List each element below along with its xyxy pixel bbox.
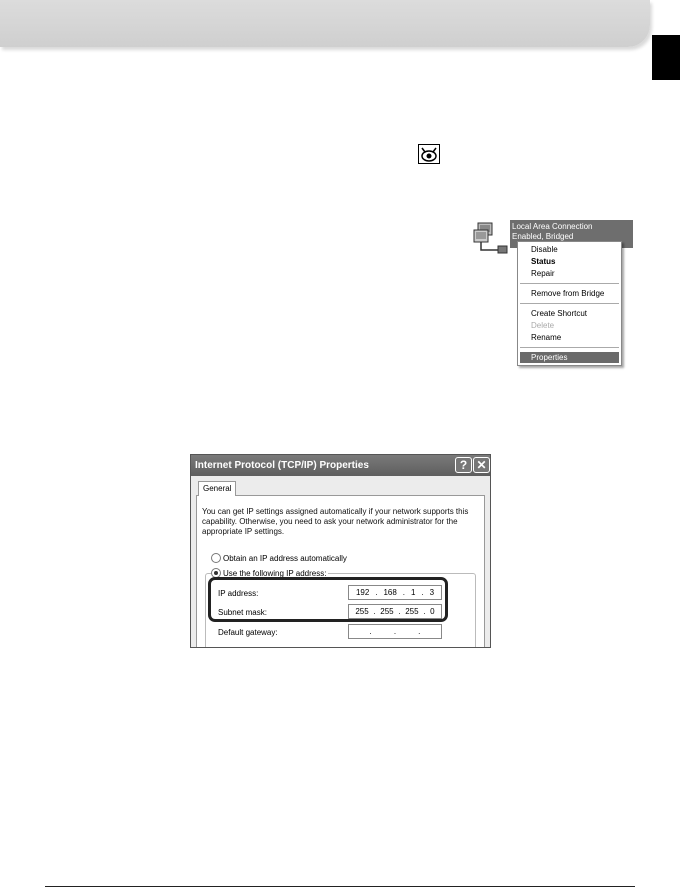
menu-item-remove-from-bridge[interactable]: Remove from Bridge — [531, 289, 605, 298]
ip-highlight-frame — [208, 577, 448, 622]
menu-item-repair[interactable]: Repair — [531, 269, 555, 278]
default-gateway-label: Default gateway: — [218, 628, 278, 637]
radio-auto-label: Obtain an IP address automatically — [223, 554, 347, 563]
menu-item-delete[interactable]: Delete — [531, 321, 555, 330]
ip-address-label: IP address: — [218, 589, 259, 598]
ip-address-field[interactable]: 192 . 168 . 1 . 3 — [348, 585, 442, 600]
menu-separator — [520, 347, 619, 348]
ip-octet: 168 — [383, 588, 397, 597]
tab-general[interactable]: General — [198, 481, 236, 496]
menu-item-properties[interactable]: Properties — [520, 352, 619, 363]
menu-separator — [520, 303, 619, 304]
network-connection-icon — [472, 220, 512, 256]
eye-note-icon — [418, 144, 440, 164]
subnet-mask-label: Subnet mask: — [218, 608, 267, 617]
help-button[interactable]: ? — [455, 457, 472, 473]
ip-octet: 192 — [355, 588, 370, 597]
context-menu — [517, 241, 622, 366]
default-gateway-field[interactable]: . . . — [348, 624, 442, 639]
mask-octet: 0 — [430, 607, 435, 616]
ip-octet: 3 — [429, 588, 435, 597]
mask-octet: 255 — [405, 607, 419, 616]
ip-octet: 1 — [410, 588, 416, 597]
footer-rule — [45, 886, 635, 887]
context-menu-figure — [470, 220, 635, 372]
mask-octet: 255 — [380, 607, 394, 616]
radio-off-icon[interactable] — [211, 553, 221, 563]
menu-item-rename[interactable]: Rename — [531, 333, 562, 342]
menu-item-create-shortcut[interactable]: Create Shortcut — [531, 309, 588, 318]
close-button[interactable]: ✕ — [473, 457, 490, 473]
dialog-description: You can get IP settings assigned automatically if your network supports this capability. Otherwise, you need to ask your network administrator for the appropriate IP settings. — [202, 507, 469, 536]
section-tab — [652, 35, 680, 80]
subnet-mask-field[interactable]: 255 . 255 . 255 . 0 — [348, 604, 442, 619]
menu-separator — [520, 283, 619, 284]
radio-manual-label: Use the following IP address: — [223, 569, 327, 578]
dialog-title: Internet Protocol (TCP/IP) Properties — [191, 455, 490, 476]
mask-octet: 255 — [355, 607, 369, 616]
header-band — [0, 0, 650, 47]
connection-name: Local Area Connection — [512, 222, 593, 231]
radio-obtain-automatically[interactable] — [211, 553, 347, 564]
connection-status: Enabled, Bridged — [512, 232, 574, 241]
menu-item-status[interactable]: Status — [531, 257, 556, 266]
menu-item-disable[interactable]: Disable — [531, 245, 558, 254]
